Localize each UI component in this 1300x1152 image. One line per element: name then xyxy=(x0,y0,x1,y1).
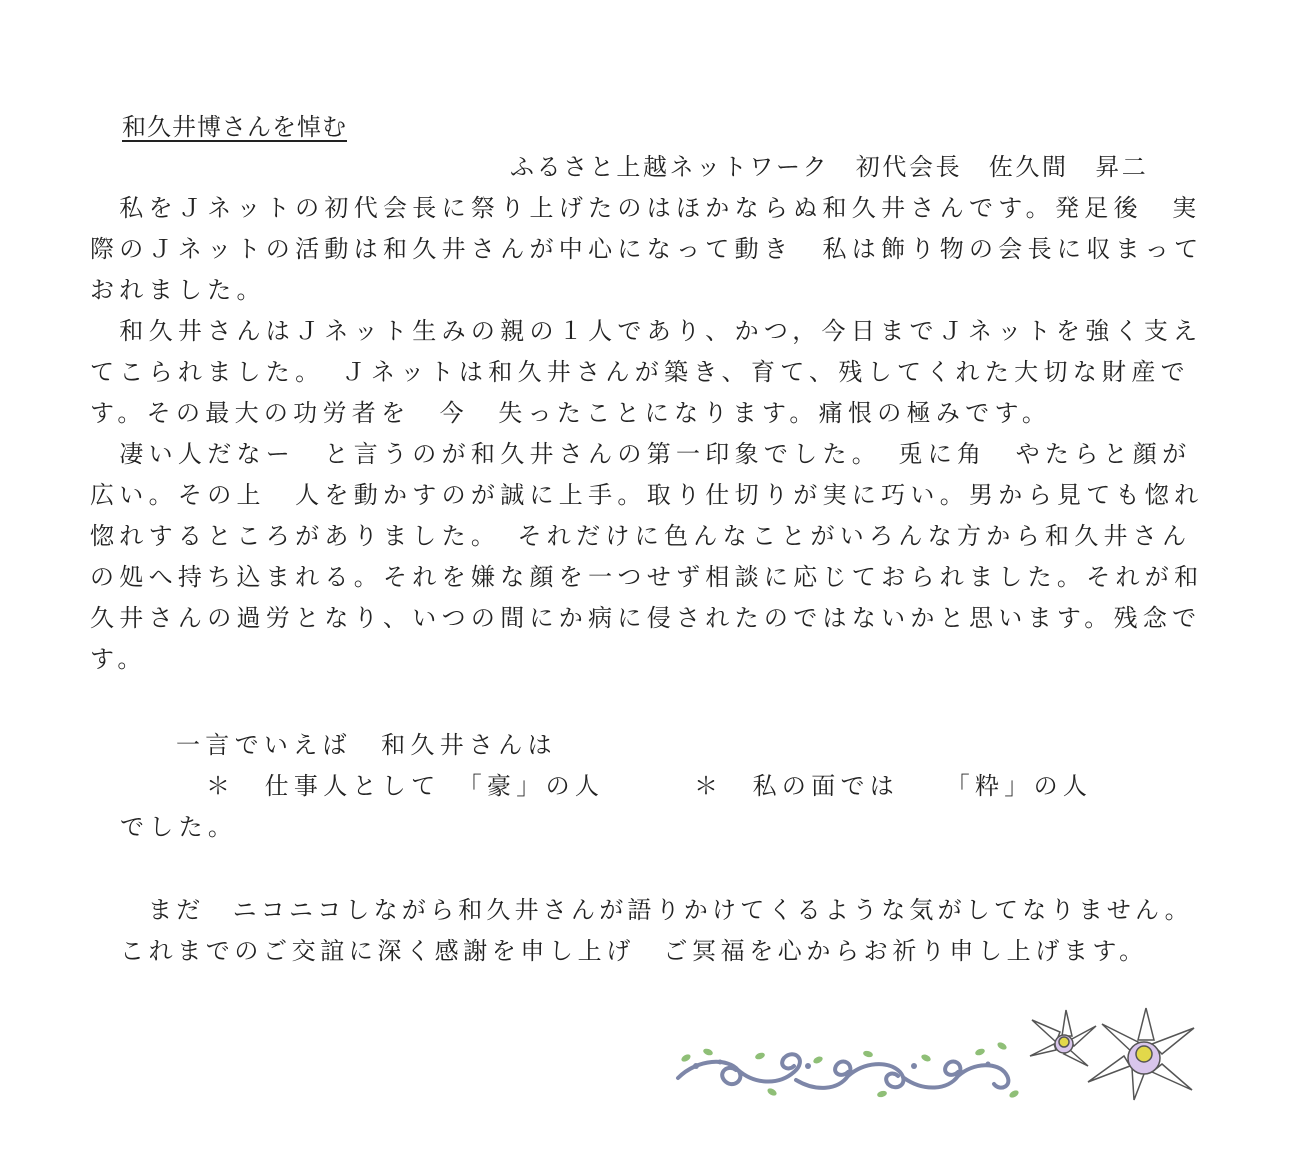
summary-point-2: ＊ 私の面では 「粋」の人 xyxy=(694,772,1093,800)
closing-line: まだ ニコニコしながら和久井さんが語りかけてくるような気がしてなりません。 xyxy=(148,896,1193,924)
summary-closing: でした。 xyxy=(120,813,238,841)
paragraph-line: おれました。 xyxy=(90,276,266,304)
paragraph-line: 凄い人だなー と言うのが和久井さんの第一印象でした。 兎に角 やたらと顔が xyxy=(90,440,1192,468)
summary-point-1: ＊ 仕事人として 「豪」の人 xyxy=(206,772,605,800)
paragraph-line: 惚れするところがありました。 それだけに色んなことがいろんな方から和久井さん xyxy=(90,522,1192,550)
vine-scrolls xyxy=(678,1054,1008,1088)
paragraph-line: 私をＪネットの初代会長に祭り上げたのはほかならぬ和久井さんです。発足後 実 xyxy=(90,194,1202,222)
paragraph-line: 久井さんの過労となり、いつの間にか病に侵されたのではないかと思います。残念で xyxy=(90,604,1202,632)
small-flower xyxy=(1030,1010,1096,1066)
large-flower xyxy=(1088,1008,1194,1100)
author-line: ふるさと上越ネットワーク 初代会長 佐久間 昇二 xyxy=(510,153,1149,181)
floral-vine-decoration xyxy=(668,1006,1198,1102)
paragraph-line: す。 xyxy=(90,645,147,673)
paragraph-line: てこられました。 Ｊネットは和久井さんが築き、育て、残してくれた大切な財産で xyxy=(90,358,1190,386)
paragraph-line: 際のＪネットの活動は和久井さんが中心になって動き 私は飾り物の会長に収まって xyxy=(90,235,1204,263)
closing-line: これまでのご交誼に深く感謝を申し上げ ご冥福を心からお祈り申し上げます。 xyxy=(120,937,1148,965)
document-title: 和久井博さんを悼む xyxy=(122,113,347,141)
paragraph-line: の処へ持ち込まれる。それを嫌な顔を一つせず相談に応じておられました。それが和 xyxy=(90,563,1204,591)
paragraph-line: 和久井さんはＪネット生みの親の１人であり、かつ，今日までＪネットを強く支え xyxy=(90,317,1203,345)
paragraph-line: す。その最大の功労者を 今 失ったことになります。痛恨の極みです。 xyxy=(90,399,1052,427)
paragraph-line: 広い。その上 人を動かすのが誠に上手。取り仕切りが実に巧い。男から見ても惚れ xyxy=(90,481,1204,509)
summary-intro: 一言でいえば 和久井さんは xyxy=(176,731,557,759)
